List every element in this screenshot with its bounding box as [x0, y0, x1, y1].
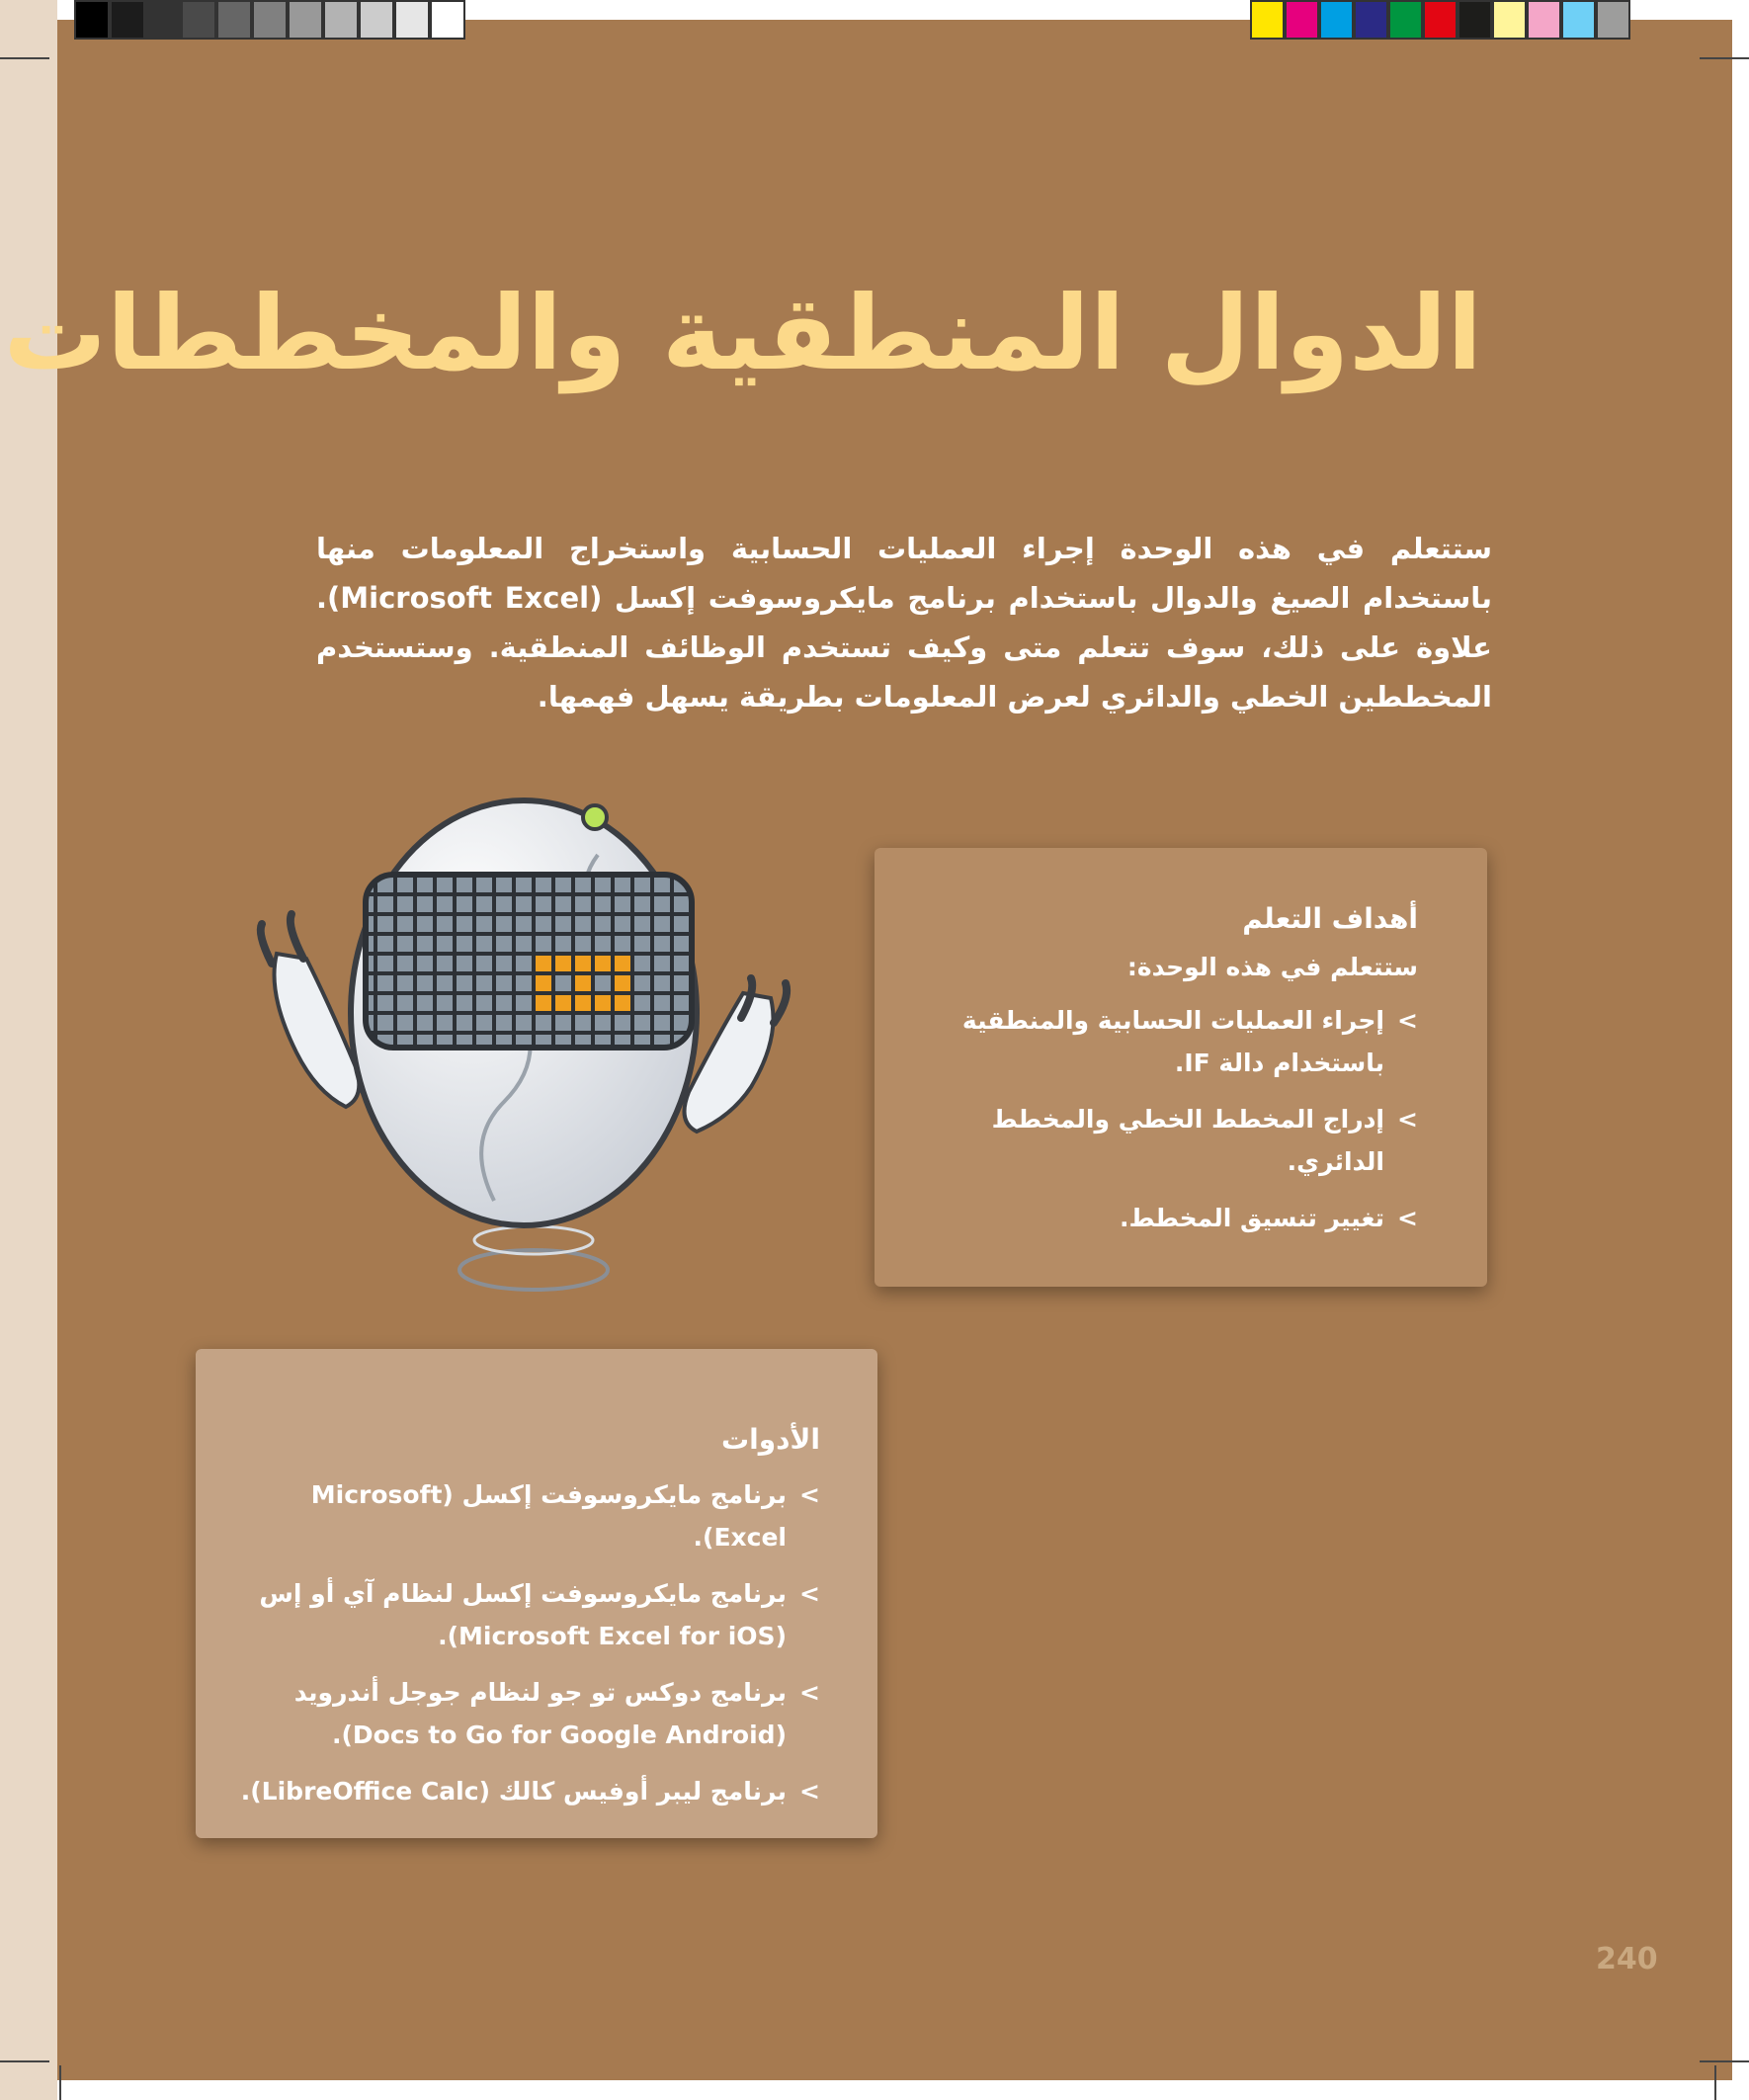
chevron-right-icon: > — [799, 1678, 820, 1707]
grayscale-bar — [74, 0, 465, 40]
chevron-right-icon: > — [1397, 1105, 1418, 1134]
chevron-right-icon: > — [799, 1480, 820, 1509]
list-item: > برنامج مايكروسوفت إكسل (Microsoft Excel). — [235, 1473, 820, 1558]
color-bar — [1250, 0, 1630, 40]
crop-mark — [1700, 57, 1749, 59]
list-item: > برنامج دوكس تو جو لنظام جوجل أندرويد (Docs to Go for Google Android). — [235, 1671, 820, 1756]
robot-illustration — [237, 776, 810, 1309]
robot-screen — [366, 875, 692, 1048]
crop-mark — [59, 2065, 61, 2100]
crop-mark — [1714, 2065, 1716, 2100]
chevron-right-icon: > — [799, 1579, 820, 1608]
status-light-icon — [583, 805, 607, 829]
list-item: > برنامج ليبر أوفيس كالك (LibreOffice Calc). — [235, 1770, 820, 1812]
chevron-right-icon: > — [799, 1777, 820, 1806]
crop-mark — [0, 57, 49, 59]
intro-paragraph: ستتعلم في هذه الوحدة إجراء العمليات الحسابية واستخراج المعلومات منها باستخدام الصيغ والدوال باستخدام برنامج مايكروسوفت إكسل (Microsoft Excel). علاوة على ذلك، سوف تتعلم متى وكيف تستخدم الوظائف المنطقية. وستستخدم المخططين الخطي والدائري لعرض المعلومات بطريقة يسهل فهمها. — [316, 532, 1492, 714]
hover-ring — [459, 1250, 608, 1290]
right-hand — [685, 978, 788, 1132]
tools-list — [235, 1473, 820, 1812]
chevron-right-icon: > — [1397, 1006, 1418, 1035]
learning-goals-lead: ستتعلم في هذه الوحدة: — [1126, 953, 1418, 981]
list-item: > إدراج المخطط الخطي والمخطط الدائري. — [914, 1098, 1418, 1183]
tools-heading: الأدوات — [721, 1423, 820, 1456]
learning-goals-list — [914, 999, 1418, 1239]
page-title: الدوال المنطقية والمخططات — [3, 273, 1482, 393]
robot-face-pixels — [536, 956, 630, 1011]
list-item: > تغيير تنسيق المخطط. — [914, 1197, 1418, 1239]
list-item: > برنامج مايكروسوفت إكسل لنظام آي أو إس (Microsoft Excel for iOS). — [235, 1572, 820, 1657]
list-item: > إجراء العمليات الحسابية والمنطقية باستخدام دالة IF. — [914, 999, 1418, 1084]
learning-goals-heading: أهداف التعلم — [1242, 902, 1418, 935]
left-hand — [261, 914, 360, 1107]
crop-mark — [0, 2060, 49, 2062]
crop-mark — [1700, 2060, 1749, 2062]
page-number: 240 — [1596, 1942, 1658, 1976]
chevron-right-icon: > — [1397, 1204, 1418, 1232]
learning-goals-box — [874, 848, 1487, 1287]
tools-box — [196, 1349, 877, 1838]
